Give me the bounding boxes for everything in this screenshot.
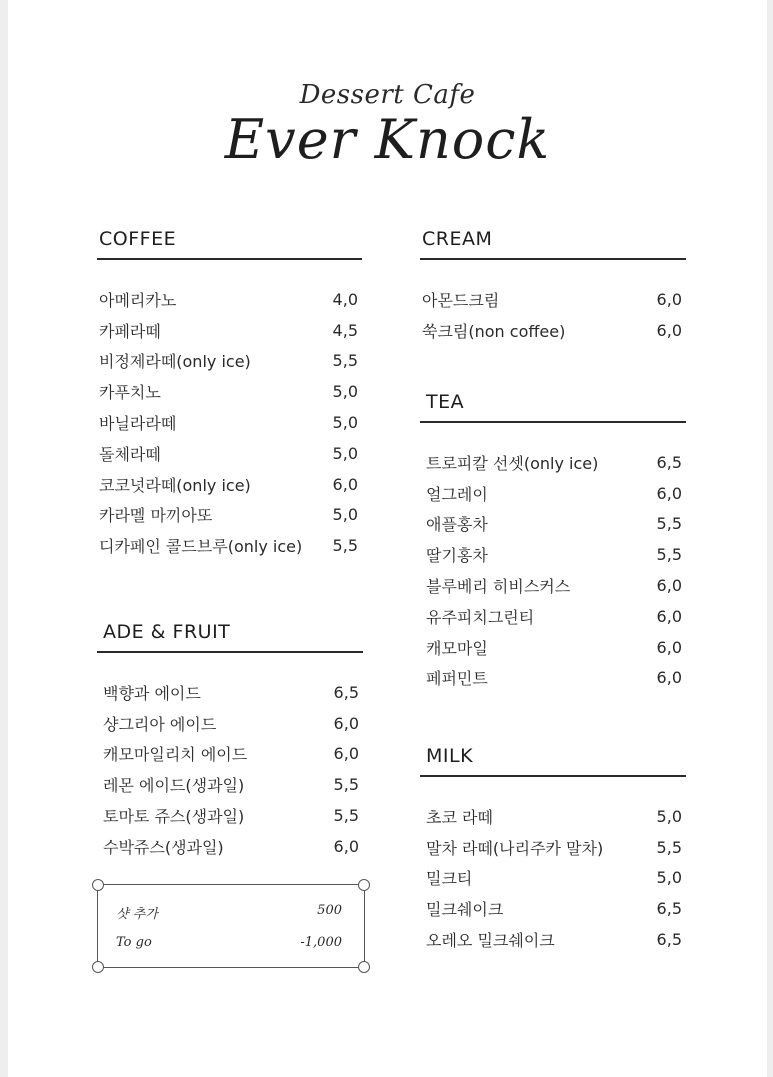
menu-item-price: 6,0 — [656, 483, 682, 503]
tea-list — [420, 447, 686, 693]
menu-item-name: 백향과 에이드 — [103, 683, 201, 703]
menu-item — [101, 769, 363, 800]
box-corner — [92, 961, 104, 973]
menu-item — [97, 438, 362, 469]
menu-item-name: 돌체라떼 — [99, 444, 161, 464]
menu-item-name: 캐모마일 — [426, 638, 488, 658]
menu-item-name: 카푸치노 — [99, 383, 161, 403]
menu-item-name: 딸기홍차 — [426, 546, 488, 566]
menu-item — [424, 663, 686, 694]
box-corner — [92, 879, 104, 891]
menu-item-price: 5,0 — [656, 868, 682, 888]
menu-item-name: 카라멜 마끼아또 — [99, 506, 213, 526]
menu-item — [424, 893, 686, 924]
menu-item — [424, 570, 686, 601]
menu-item-price: 4,5 — [332, 320, 358, 340]
menu-item-price: 6,0 — [656, 320, 682, 340]
menu-item-price: 6,0 — [333, 713, 359, 733]
section-divider — [97, 258, 362, 260]
menu-item-name: 레몬 에이드(생과일) — [103, 776, 245, 796]
menu-item-price: 5,5 — [656, 837, 682, 857]
box-corner — [358, 879, 370, 891]
menu-item-name: 말차 라떼(나리주카 말차) — [426, 838, 604, 858]
menu-item — [101, 677, 363, 708]
section-divider — [97, 651, 363, 653]
menu-item-price: 6,0 — [656, 576, 682, 596]
cream-list — [420, 284, 686, 346]
section-divider — [420, 421, 686, 423]
menu-item-price: 6,5 — [656, 930, 682, 950]
menu-item-price: 5,0 — [332, 443, 358, 463]
section-milk — [420, 739, 686, 955]
menu-item-name: 애플홍차 — [426, 515, 488, 535]
menu-item — [424, 539, 686, 570]
section-title-milk: MILK — [426, 745, 474, 767]
menu-item — [101, 831, 363, 862]
section-tea — [420, 385, 686, 693]
extras-box — [97, 884, 365, 968]
menu-item — [420, 315, 686, 346]
menu-item-name: 밀크쉐이크 — [426, 900, 504, 920]
menu-item — [97, 530, 362, 561]
menu-item — [424, 924, 686, 955]
menu-item-name: 페퍼민트 — [426, 669, 488, 689]
section-title-cream: CREAM — [422, 228, 493, 250]
menu-item-price: 5,0 — [332, 413, 358, 433]
menu-item-name: 아몬드크림 — [422, 290, 500, 310]
menu-item — [424, 863, 686, 894]
menu-item-price: 5,5 — [333, 775, 359, 795]
menu-item-price: 6,0 — [656, 606, 682, 626]
section-title-coffee: COFFEE — [99, 228, 177, 250]
menu-item — [424, 832, 686, 863]
menu-item-name: 캐모마일리치 에이드 — [103, 745, 248, 765]
extra-name: 샷 추가 — [116, 907, 158, 922]
menu-item — [101, 708, 363, 739]
menu-item — [97, 407, 362, 438]
section-divider — [420, 258, 686, 260]
menu-item — [97, 376, 362, 407]
menu-item-price: 6,0 — [333, 744, 359, 764]
menu-item — [424, 801, 686, 832]
menu-item-price: 5,0 — [332, 505, 358, 525]
section-cream — [420, 222, 686, 346]
menu-item-price: 5,5 — [656, 545, 682, 565]
menu-item-price: 5,5 — [656, 514, 682, 534]
section-coffee — [97, 222, 362, 561]
extra-price: 500 — [317, 903, 342, 918]
menu-item-price: 5,0 — [656, 806, 682, 826]
menu-item-name: 초코 라떼 — [426, 807, 493, 827]
extra-name: To go — [116, 935, 152, 950]
box-corner — [358, 961, 370, 973]
menu-item-name: 아메리카노 — [99, 290, 177, 310]
menu-item — [97, 315, 362, 346]
menu-item-price: 6,5 — [333, 682, 359, 702]
menu-item — [424, 447, 686, 478]
menu-page — [8, 0, 767, 1077]
cafe-subtitle: Dessert Cafe — [299, 80, 476, 110]
menu-item-price: 6,5 — [656, 452, 682, 472]
menu-item — [101, 739, 363, 770]
menu-item-name: 얼그레이 — [426, 484, 488, 504]
menu-item — [424, 632, 686, 663]
menu-item-price: 6,0 — [656, 668, 682, 688]
extra-price: -1,000 — [300, 935, 342, 950]
menu-item — [97, 500, 362, 531]
menu-item-price: 6,0 — [656, 637, 682, 657]
menu-item-price: 5,5 — [332, 536, 358, 556]
menu-item — [97, 469, 362, 500]
menu-item-name: 코코넛라떼(only ice) — [99, 475, 251, 495]
section-title-tea: TEA — [426, 391, 465, 413]
menu-item-name: 디카페인 콜드브루(only ice) — [99, 537, 303, 557]
menu-item-name: 비정제라떼(only ice) — [99, 352, 251, 372]
menu-item-name: 트로피칼 선셋(only ice) — [426, 453, 599, 473]
menu-item-price: 5,5 — [333, 806, 359, 826]
section-title-ade-fruit: ADE & FRUIT — [103, 621, 231, 643]
menu-item-price: 6,0 — [332, 474, 358, 494]
milk-list — [420, 801, 686, 955]
menu-item-price: 6,0 — [656, 289, 682, 309]
coffee-list — [97, 284, 362, 561]
menu-item-price: 5,5 — [332, 351, 358, 371]
menu-item — [97, 346, 362, 377]
menu-item-price: 5,0 — [332, 382, 358, 402]
menu-item — [424, 478, 686, 509]
extra-row-shot — [116, 903, 342, 922]
menu-item-name: 토마토 쥬스(생과일) — [103, 807, 245, 827]
section-divider — [420, 775, 686, 777]
menu-item-name: 블루베리 히비스커스 — [426, 577, 571, 597]
menu-item-price: 6,5 — [656, 899, 682, 919]
menu-item-name: 오레오 밀크쉐이크 — [426, 931, 555, 951]
ade-fruit-list — [97, 677, 363, 862]
menu-item — [424, 601, 686, 632]
menu-item-name: 샹그리아 에이드 — [103, 714, 217, 734]
menu-item-name: 카페라떼 — [99, 321, 161, 341]
cafe-title: Ever Knock — [224, 108, 551, 171]
extra-row-togo — [116, 935, 342, 950]
menu-item-name: 수박쥬스(생과일) — [103, 837, 224, 857]
menu-item-name: 밀크티 — [426, 869, 473, 889]
menu-item-name: 쑥크림(non coffee) — [422, 321, 566, 341]
menu-item-name: 유주피치그린티 — [426, 607, 535, 627]
menu-item-price: 4,0 — [332, 289, 358, 309]
menu-item-price: 6,0 — [333, 836, 359, 856]
section-ade-fruit — [97, 615, 363, 862]
menu-item-name: 바닐라라떼 — [99, 414, 177, 434]
menu-item — [420, 284, 686, 315]
menu-item — [97, 284, 362, 315]
menu-item — [101, 800, 363, 831]
menu-item — [424, 509, 686, 540]
